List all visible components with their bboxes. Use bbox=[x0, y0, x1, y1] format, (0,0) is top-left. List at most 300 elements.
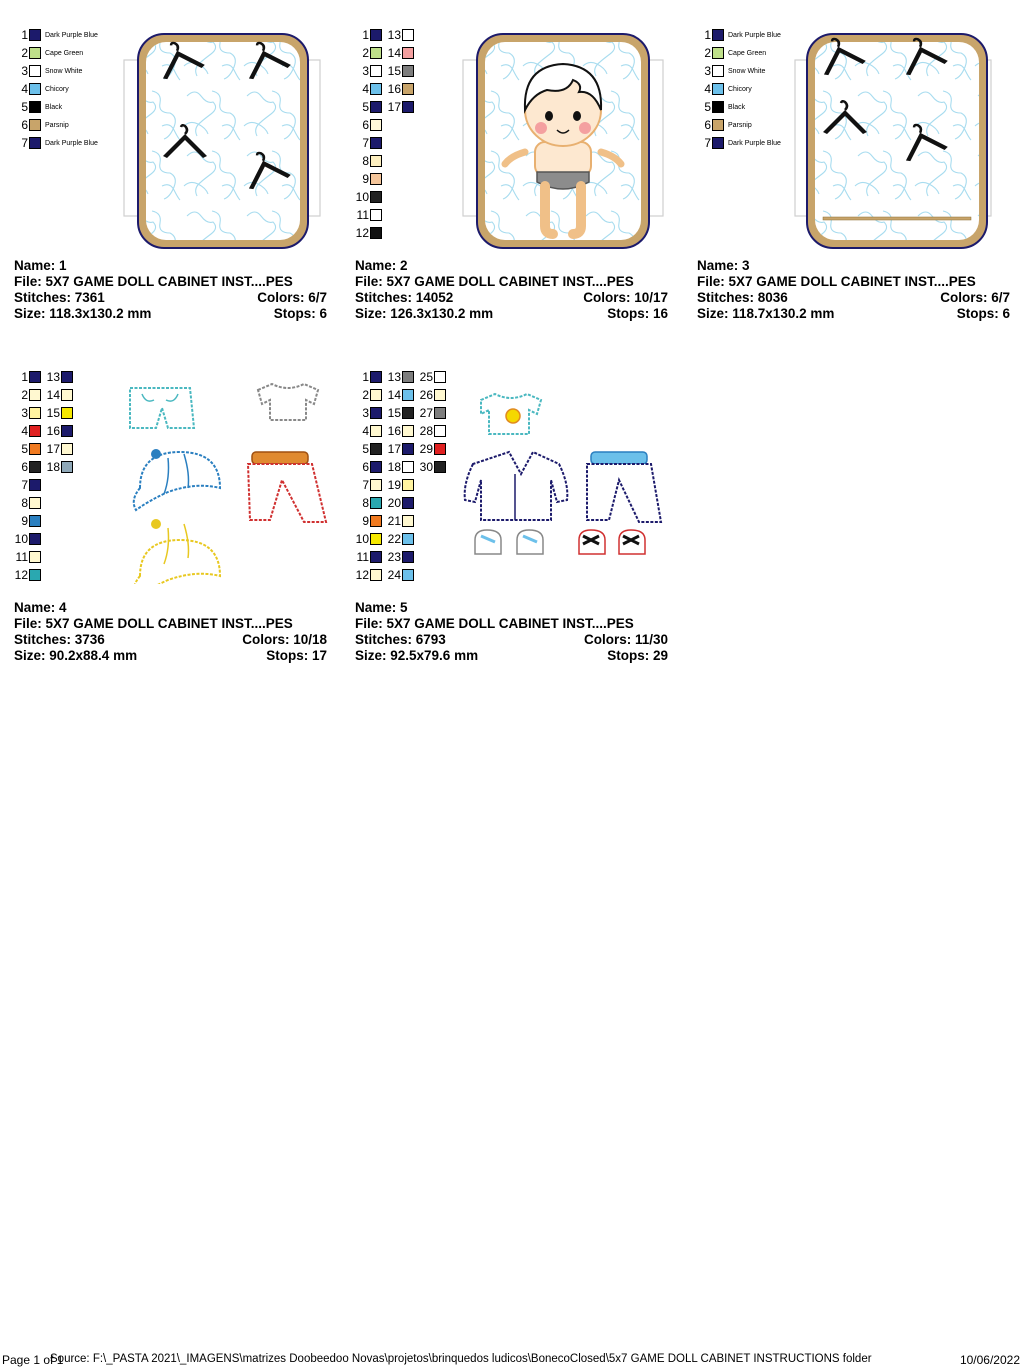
color-number: 15 bbox=[387, 64, 401, 78]
shorts-item bbox=[130, 388, 194, 428]
color-entry bbox=[387, 26, 414, 44]
color-entry bbox=[355, 476, 382, 494]
color-swatch bbox=[29, 371, 41, 383]
color-name: Snow White bbox=[728, 67, 766, 75]
color-number: 4 bbox=[362, 82, 369, 96]
color-entry bbox=[387, 548, 414, 566]
color-entry bbox=[355, 530, 382, 548]
color-number: 15 bbox=[387, 406, 401, 420]
page-number: Page 1 of 1 bbox=[2, 1353, 64, 1367]
design-5-preview bbox=[459, 390, 669, 572]
color-swatch bbox=[402, 551, 414, 563]
color-swatch bbox=[370, 569, 382, 581]
color-name: Cape Green bbox=[45, 49, 84, 57]
color-swatch bbox=[402, 389, 414, 401]
color-entry bbox=[387, 368, 414, 386]
design-size: Size: 92.5x79.6 mm bbox=[355, 648, 479, 663]
color-entry bbox=[46, 404, 73, 422]
color-swatch bbox=[402, 101, 414, 113]
color-entry bbox=[355, 548, 382, 566]
color-number: 16 bbox=[387, 82, 401, 96]
source-path: Source: F:\_PASTA 2021\_IMAGENS\matrizes Doobeedoo Novas\projetos\brinquedos ludicos\BonecoClosed\5x7 GAME DOLL CABINET INSTRUCTIONS folder bbox=[50, 1353, 872, 1365]
color-number: 14 bbox=[46, 388, 60, 402]
color-swatch bbox=[61, 443, 73, 455]
pants-item bbox=[587, 452, 661, 522]
color-number: 5 bbox=[21, 442, 28, 456]
color-entry bbox=[355, 368, 382, 386]
color-swatch bbox=[370, 155, 382, 167]
design-name: Name: 5 bbox=[355, 600, 408, 615]
color-number: 30 bbox=[419, 460, 433, 474]
color-swatch bbox=[370, 497, 382, 509]
color-swatch bbox=[402, 65, 414, 77]
color-swatch bbox=[29, 443, 41, 455]
color-swatch bbox=[434, 389, 446, 401]
color-number: 4 bbox=[704, 82, 711, 96]
color-entry bbox=[355, 422, 382, 440]
color-swatch bbox=[370, 119, 382, 131]
color-swatch bbox=[29, 515, 41, 527]
color-number: 1 bbox=[21, 28, 28, 42]
design-4-preview bbox=[118, 378, 334, 584]
color-swatch bbox=[370, 227, 382, 239]
color-name: Black bbox=[728, 103, 746, 111]
color-swatch bbox=[370, 515, 382, 527]
stitch-count: Stitches: 3736 bbox=[14, 632, 105, 647]
color-number: 2 bbox=[21, 46, 28, 60]
shoes-item bbox=[475, 530, 543, 554]
color-entry bbox=[697, 134, 781, 152]
stop-count: Stops: 29 bbox=[607, 648, 668, 663]
color-count: Colors: 10/17 bbox=[583, 290, 668, 305]
color-swatch bbox=[712, 119, 724, 131]
color-entry bbox=[355, 206, 382, 224]
design-info bbox=[697, 258, 1010, 322]
color-entry bbox=[46, 440, 73, 458]
color-entry bbox=[387, 422, 414, 440]
color-number: 13 bbox=[46, 370, 60, 384]
color-entry bbox=[697, 116, 752, 134]
color-number: 11 bbox=[356, 550, 369, 564]
file-name: File: 5X7 GAME DOLL CABINET INST....PES bbox=[355, 616, 634, 631]
color-number: 12 bbox=[14, 568, 28, 582]
color-entry bbox=[14, 134, 98, 152]
color-number: 4 bbox=[21, 82, 28, 96]
cap-item bbox=[134, 449, 220, 510]
color-number: 2 bbox=[21, 388, 28, 402]
color-swatch bbox=[370, 209, 382, 221]
design-2-preview bbox=[461, 26, 665, 250]
color-entry bbox=[14, 512, 41, 530]
stitch-count: Stitches: 14052 bbox=[355, 290, 454, 305]
color-entry bbox=[14, 458, 41, 476]
design-size: Size: 90.2x88.4 mm bbox=[14, 648, 138, 663]
color-number: 3 bbox=[362, 406, 369, 420]
color-number: 5 bbox=[362, 442, 369, 456]
color-swatch bbox=[402, 515, 414, 527]
color-swatch bbox=[370, 29, 382, 41]
color-number: 5 bbox=[362, 100, 369, 114]
color-swatch bbox=[29, 497, 41, 509]
color-entry bbox=[387, 476, 414, 494]
color-entry bbox=[46, 368, 73, 386]
color-number: 7 bbox=[21, 136, 28, 150]
print-date: 10/06/2022 bbox=[959, 1353, 1020, 1367]
color-swatch bbox=[29, 551, 41, 563]
color-number: 3 bbox=[21, 406, 28, 420]
color-entry bbox=[14, 386, 41, 404]
color-number: 16 bbox=[46, 424, 60, 438]
color-number: 6 bbox=[21, 118, 28, 132]
color-swatch bbox=[434, 407, 446, 419]
color-swatch bbox=[29, 389, 41, 401]
color-number: 22 bbox=[387, 532, 401, 546]
color-number: 2 bbox=[362, 46, 369, 60]
color-swatch bbox=[370, 191, 382, 203]
design-name: Name: 3 bbox=[697, 258, 750, 273]
stop-count: Stops: 17 bbox=[266, 648, 327, 663]
color-swatch bbox=[370, 137, 382, 149]
color-entry bbox=[14, 422, 41, 440]
color-entry bbox=[387, 494, 414, 512]
color-swatch bbox=[29, 29, 41, 41]
color-entry bbox=[387, 566, 414, 584]
color-swatch bbox=[434, 443, 446, 455]
color-swatch bbox=[29, 425, 41, 437]
color-swatch bbox=[370, 407, 382, 419]
color-number: 19 bbox=[387, 478, 401, 492]
color-name: Chicory bbox=[45, 85, 69, 93]
color-number: 3 bbox=[362, 64, 369, 78]
color-swatch bbox=[402, 479, 414, 491]
color-number: 12 bbox=[355, 568, 369, 582]
color-entry bbox=[14, 44, 83, 62]
color-entry bbox=[14, 62, 82, 80]
color-entry bbox=[46, 458, 73, 476]
color-number: 2 bbox=[362, 388, 369, 402]
color-swatch bbox=[370, 65, 382, 77]
color-swatch bbox=[712, 83, 724, 95]
color-entry bbox=[355, 170, 382, 188]
color-entry bbox=[14, 404, 41, 422]
color-entry bbox=[355, 80, 382, 98]
color-entry bbox=[355, 386, 382, 404]
stop-count: Stops: 6 bbox=[956, 306, 1010, 321]
color-swatch bbox=[29, 101, 41, 113]
design-name: Name: 4 bbox=[14, 600, 67, 615]
color-swatch bbox=[370, 389, 382, 401]
color-swatch bbox=[370, 425, 382, 437]
color-swatch bbox=[434, 425, 446, 437]
color-swatch bbox=[61, 407, 73, 419]
color-swatch bbox=[402, 443, 414, 455]
jacket-item bbox=[465, 452, 568, 520]
color-entry bbox=[419, 422, 446, 440]
color-entry bbox=[387, 44, 414, 62]
color-entry bbox=[14, 548, 41, 566]
color-number: 10 bbox=[355, 532, 369, 546]
color-swatch bbox=[402, 29, 414, 41]
color-number: 17 bbox=[46, 442, 60, 456]
color-entry bbox=[355, 512, 382, 530]
color-entry bbox=[355, 566, 382, 584]
design-size: Size: 118.7x130.2 mm bbox=[697, 306, 835, 321]
color-entry bbox=[697, 62, 765, 80]
color-number: 3 bbox=[21, 64, 28, 78]
design-4-panel bbox=[14, 368, 334, 668]
color-swatch bbox=[61, 389, 73, 401]
color-number: 9 bbox=[21, 514, 28, 528]
color-swatch bbox=[402, 461, 414, 473]
color-entry bbox=[355, 494, 382, 512]
color-entry bbox=[46, 422, 73, 440]
color-number: 21 bbox=[387, 514, 401, 528]
color-name: Dark Purple Blue bbox=[45, 139, 98, 147]
color-number: 6 bbox=[21, 460, 28, 474]
color-swatch bbox=[29, 137, 41, 149]
color-entry bbox=[355, 440, 382, 458]
color-entry bbox=[14, 494, 41, 512]
color-swatch bbox=[402, 407, 414, 419]
color-swatch bbox=[370, 371, 382, 383]
color-swatch bbox=[29, 119, 41, 131]
color-swatch bbox=[370, 533, 382, 545]
design-size: Size: 118.3x130.2 mm bbox=[14, 306, 152, 321]
color-swatch bbox=[370, 83, 382, 95]
color-swatch bbox=[712, 65, 724, 77]
color-entry bbox=[14, 368, 41, 386]
design-1-panel bbox=[14, 26, 334, 326]
design-info bbox=[355, 600, 668, 664]
color-name: Black bbox=[45, 103, 63, 111]
color-name: Parsnip bbox=[45, 121, 69, 129]
color-swatch bbox=[402, 497, 414, 509]
design-1-preview bbox=[122, 26, 322, 250]
color-entry bbox=[419, 458, 446, 476]
color-entry bbox=[387, 62, 414, 80]
color-number: 5 bbox=[21, 100, 28, 114]
color-count: Colors: 6/7 bbox=[940, 290, 1010, 305]
color-swatch bbox=[712, 137, 724, 149]
design-2-panel bbox=[355, 26, 675, 326]
tshirt-item bbox=[258, 384, 318, 420]
stitch-count: Stitches: 7361 bbox=[14, 290, 105, 305]
color-number: 23 bbox=[387, 550, 401, 564]
design-size: Size: 126.3x130.2 mm bbox=[355, 306, 494, 321]
color-swatch bbox=[370, 47, 382, 59]
color-number: 18 bbox=[387, 460, 401, 474]
tshirt-item bbox=[481, 394, 541, 434]
color-number: 29 bbox=[419, 442, 433, 456]
color-number: 9 bbox=[362, 172, 369, 186]
color-entry bbox=[355, 44, 382, 62]
color-number: 13 bbox=[387, 370, 401, 384]
color-entry bbox=[387, 530, 414, 548]
color-swatch bbox=[712, 101, 724, 113]
color-number: 2 bbox=[704, 46, 711, 60]
color-entry bbox=[355, 134, 382, 152]
color-swatch bbox=[402, 569, 414, 581]
color-number: 6 bbox=[362, 460, 369, 474]
file-name: File: 5X7 GAME DOLL CABINET INST....PES bbox=[697, 274, 976, 289]
color-number: 10 bbox=[355, 190, 369, 204]
color-number: 17 bbox=[387, 442, 401, 456]
color-entry bbox=[387, 440, 414, 458]
color-number: 6 bbox=[704, 118, 711, 132]
color-entry bbox=[387, 404, 414, 422]
color-entry bbox=[14, 98, 62, 116]
cap-item bbox=[134, 519, 220, 584]
color-swatch bbox=[402, 425, 414, 437]
stop-count: Stops: 16 bbox=[607, 306, 668, 321]
shoes-item bbox=[579, 530, 645, 554]
color-swatch bbox=[434, 371, 446, 383]
color-name: Dark Purple Blue bbox=[45, 31, 98, 39]
file-name: File: 5X7 GAME DOLL CABINET INST....PES bbox=[14, 616, 293, 631]
color-number: 7 bbox=[704, 136, 711, 150]
color-number: 8 bbox=[21, 496, 28, 510]
color-swatch bbox=[402, 533, 414, 545]
color-swatch bbox=[29, 83, 41, 95]
color-number: 8 bbox=[362, 496, 369, 510]
stitch-count: Stitches: 8036 bbox=[697, 290, 788, 305]
color-entry bbox=[14, 566, 41, 584]
color-swatch bbox=[370, 173, 382, 185]
color-entry bbox=[14, 80, 69, 98]
color-entry bbox=[355, 62, 382, 80]
color-swatch bbox=[61, 461, 73, 473]
color-entry bbox=[697, 80, 752, 98]
color-entry bbox=[419, 386, 446, 404]
color-entry bbox=[14, 116, 69, 134]
color-number: 7 bbox=[21, 478, 28, 492]
color-entry bbox=[387, 386, 414, 404]
color-swatch bbox=[402, 83, 414, 95]
color-swatch bbox=[29, 479, 41, 491]
color-entry bbox=[419, 404, 446, 422]
design-name: Name: 2 bbox=[355, 258, 408, 273]
design-info bbox=[355, 258, 668, 322]
color-count: Colors: 10/18 bbox=[242, 632, 327, 647]
color-entry bbox=[387, 458, 414, 476]
color-swatch bbox=[402, 371, 414, 383]
color-number: 13 bbox=[387, 28, 401, 42]
color-swatch bbox=[434, 461, 446, 473]
color-number: 11 bbox=[15, 550, 28, 564]
color-entry bbox=[355, 26, 382, 44]
color-swatch bbox=[61, 425, 73, 437]
color-entry bbox=[355, 152, 382, 170]
color-number: 8 bbox=[362, 154, 369, 168]
color-name: Cape Green bbox=[728, 49, 767, 57]
color-number: 5 bbox=[704, 100, 711, 114]
color-number: 25 bbox=[419, 370, 433, 384]
color-number: 10 bbox=[14, 532, 28, 546]
color-entry bbox=[14, 440, 41, 458]
color-entry bbox=[697, 98, 745, 116]
color-entry bbox=[14, 530, 41, 548]
color-entry bbox=[419, 368, 446, 386]
color-swatch bbox=[29, 533, 41, 545]
color-number: 1 bbox=[704, 28, 711, 42]
color-swatch bbox=[370, 461, 382, 473]
color-entry bbox=[419, 440, 446, 458]
color-number: 18 bbox=[46, 460, 60, 474]
color-number: 1 bbox=[362, 370, 369, 384]
design-3-panel bbox=[697, 26, 1017, 326]
color-number: 16 bbox=[387, 424, 401, 438]
color-entry bbox=[387, 98, 414, 116]
color-number: 4 bbox=[21, 424, 28, 438]
color-swatch bbox=[29, 65, 41, 77]
color-number: 3 bbox=[704, 64, 711, 78]
color-number: 28 bbox=[419, 424, 433, 438]
color-number: 7 bbox=[362, 136, 369, 150]
color-entry bbox=[697, 26, 781, 44]
shelf-bar bbox=[823, 217, 971, 220]
color-count: Colors: 6/7 bbox=[257, 290, 327, 305]
design-3-preview bbox=[793, 26, 993, 250]
color-number: 11 bbox=[356, 208, 369, 222]
color-entry bbox=[355, 188, 382, 206]
color-entry bbox=[387, 80, 414, 98]
color-number: 26 bbox=[419, 388, 433, 402]
color-name: Dark Purple Blue bbox=[728, 139, 781, 147]
pants-item bbox=[248, 452, 326, 522]
design-info bbox=[14, 600, 327, 664]
color-name: Dark Purple Blue bbox=[728, 31, 781, 39]
color-name: Parsnip bbox=[728, 121, 752, 129]
color-swatch bbox=[712, 47, 724, 59]
color-swatch bbox=[402, 47, 414, 59]
color-entry bbox=[14, 476, 41, 494]
color-entry bbox=[46, 386, 73, 404]
color-number: 6 bbox=[362, 118, 369, 132]
file-name: File: 5X7 GAME DOLL CABINET INST....PES bbox=[14, 274, 293, 289]
color-swatch bbox=[712, 29, 724, 41]
color-entry bbox=[355, 458, 382, 476]
color-number: 27 bbox=[419, 406, 433, 420]
color-swatch bbox=[370, 479, 382, 491]
color-swatch bbox=[370, 443, 382, 455]
color-entry bbox=[14, 26, 98, 44]
color-number: 12 bbox=[355, 226, 369, 240]
color-swatch bbox=[29, 407, 41, 419]
color-number: 24 bbox=[387, 568, 401, 582]
color-swatch bbox=[29, 461, 41, 473]
color-number: 9 bbox=[362, 514, 369, 528]
color-count: Colors: 11/30 bbox=[583, 632, 668, 647]
color-number: 17 bbox=[387, 100, 401, 114]
color-swatch bbox=[29, 47, 41, 59]
color-entry bbox=[387, 512, 414, 530]
color-number: 15 bbox=[46, 406, 60, 420]
color-number: 20 bbox=[387, 496, 401, 510]
color-number: 7 bbox=[362, 478, 369, 492]
stop-count: Stops: 6 bbox=[273, 306, 327, 321]
color-number: 4 bbox=[362, 424, 369, 438]
color-swatch bbox=[61, 371, 73, 383]
color-entry bbox=[355, 224, 382, 242]
design-name: Name: 1 bbox=[14, 258, 67, 273]
color-entry bbox=[697, 44, 766, 62]
color-number: 14 bbox=[387, 46, 401, 60]
color-entry bbox=[355, 116, 382, 134]
color-name: Snow White bbox=[45, 67, 83, 75]
color-swatch bbox=[29, 569, 41, 581]
color-number: 1 bbox=[21, 370, 28, 384]
color-name: Chicory bbox=[728, 85, 752, 93]
